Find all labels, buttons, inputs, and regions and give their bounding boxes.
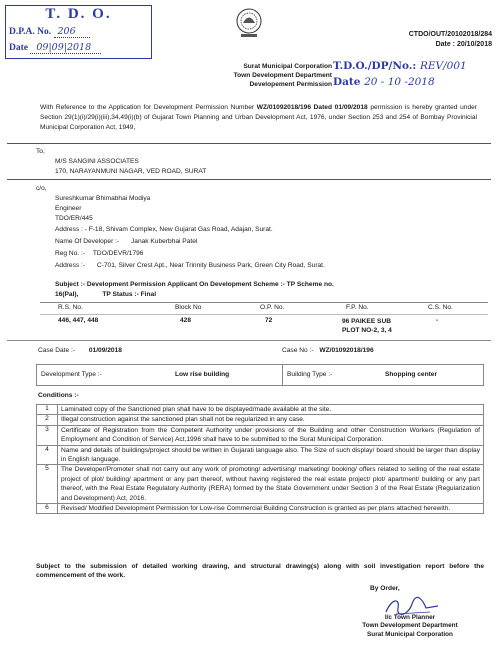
condition-number: 6 xyxy=(37,504,58,514)
handwritten-date xyxy=(333,76,435,88)
types-divider xyxy=(282,365,283,385)
developer-reg-value: TDO/DEVR/1796 xyxy=(92,250,144,257)
submission-note: Subject to the submission of detailed working drawing, and structural drawing(s) along with soil investigation report before the commencement of the work. xyxy=(36,563,484,580)
condition-row xyxy=(37,504,484,514)
developer-label: Name Of Developer :- xyxy=(55,238,120,245)
addressee-name: M/S SANGINI ASSOCIATES xyxy=(55,158,139,165)
developer-reg-label: Reg No. :- xyxy=(55,250,86,257)
plot-header-rs: R.S. No. xyxy=(58,304,83,311)
condition-text: The Developer/Promoter shall not carry out any work of promoting/ advertising/ marketing/ booking/ offers related to selling of the real estate project of plot/ building/ apartment or any part thereof, without having registered the real estate project/ plot/ apartment/ building or any part thereof, with the Real Estate Regulatory Authority (RERA) formed by the State Government under Section 3 of the Real Estate (Regularization and Development) Act, 2016. xyxy=(58,465,484,504)
types-box xyxy=(36,364,484,386)
org-line-2: Town Development Department xyxy=(233,72,332,79)
condition-row xyxy=(37,415,484,425)
org-line-1: Surat Municipal Corporation xyxy=(243,63,332,70)
building-type-label: Building Type :- xyxy=(287,371,333,378)
hw-date-label: Date xyxy=(333,76,361,88)
condition-text: Illegal construction against the sanctioned plan shall not be regularized in any case. xyxy=(58,415,484,425)
condition-text: Revised/ Modified Development Permission for Low-rise Commercial Building Construction is granted as per plans attached herewith. xyxy=(58,504,484,514)
stamp-dpa-value: 206 xyxy=(54,26,90,38)
signatory-department: Town Development Department xyxy=(362,622,458,630)
to-label: To, xyxy=(36,148,45,155)
organization-block xyxy=(170,62,332,89)
case-number-value: WZ/01092018/196 xyxy=(319,347,374,354)
addressee-address: 170, NARAYANMUNI NAGAR, VED ROAD, SURAT xyxy=(55,168,207,175)
plot-header-cs: C.S. No. xyxy=(428,304,453,311)
hw-date-value: 20 - 10 -2018 xyxy=(364,76,435,88)
case-number-label: Case No :- xyxy=(282,347,314,354)
tdo-number xyxy=(333,60,467,72)
subject-tp-number: 16(Pal), xyxy=(55,291,79,298)
stamp-date xyxy=(9,42,101,53)
engineer-reg: TDO/ER/445 xyxy=(55,215,93,222)
tdo-label: T.D.O./DP/No.: xyxy=(333,60,417,72)
signatory-organization: Surat Municipal Corporation xyxy=(367,630,453,638)
condition-number: 5 xyxy=(37,465,58,504)
case-date xyxy=(38,346,122,356)
stamp-dpa xyxy=(9,26,90,37)
subject-line-1: Subject :- Development Permission Applicant On Development Scheme :- TP Scheme no. xyxy=(55,281,334,288)
condition-row xyxy=(37,405,484,415)
reference-block xyxy=(409,30,492,50)
smc-emblem-icon xyxy=(232,6,266,40)
case-date-value: 01/09/2018 xyxy=(88,347,122,354)
divider xyxy=(7,143,491,144)
reference-date: Date : 20/10/2018 xyxy=(435,41,492,48)
intro-part-2: permission is hereby granted under Section 29(1)(i)/29(i)(iii),34,49(i)(b) of Gujarat Town Planning and Urban Development Act, 1976, under Section 253 and 254 of Bombay Provinicial Municipal Corporation Act, 1949, xyxy=(40,104,477,132)
signatory-title: I/c Town Planner xyxy=(384,614,436,621)
developer-value: Janak Kuberbhai Patel xyxy=(130,238,198,245)
condition-text: Name and details of buildings/project should be written in Gujarati language also. The Size of such display/ board should be larger than display in English language. xyxy=(58,445,484,465)
divider xyxy=(7,179,491,180)
developer-address-label: Address :- xyxy=(55,262,86,269)
condition-text: Laminated copy of the Sanctioned plan shall have to be displayed/made available at the site. xyxy=(58,405,484,415)
condition-number: 3 xyxy=(37,425,58,445)
plot-value-cs: - xyxy=(436,317,439,324)
engineer-name: Sureshkumar Bhimabhai Modiya xyxy=(55,195,151,202)
signatory-block xyxy=(330,614,490,639)
developer-address-value: C-701, Silver Crest Apt., Near Trinnity Business Park, Green City Road, Surat. xyxy=(96,262,325,269)
engineer-title: Engineer xyxy=(55,205,82,212)
org-line-3: Developement Permission xyxy=(249,81,332,88)
tdo-stamp xyxy=(5,5,152,59)
engineer-address: Address : - F-18, Shivam Complex, New Gujarat Gas Road, Adajan, Surat. xyxy=(55,226,273,233)
developer-reg-row xyxy=(55,249,143,259)
developer-address-row xyxy=(55,261,325,271)
condition-text: Certificate of Registration from the Competent Authority under provisions of the Building and other Construction Workers (Regulation of Employment and Condition of Service) Act,1996 shall have to be submitted to the Surat Municipal Corporation. xyxy=(58,425,484,445)
plot-header-op: O.P. No. xyxy=(260,304,285,311)
condition-row xyxy=(37,425,484,445)
stamp-dpa-label: D.P.A. No. xyxy=(9,27,52,37)
intro-part-1: With Reference to the Application for Development Permission Number xyxy=(40,104,257,111)
application-ref: WZ/01092018/196 Dated 01/09/2018 xyxy=(256,104,368,111)
plot-header-block: Block No xyxy=(175,304,202,311)
development-type-value: Low rise building xyxy=(175,371,230,378)
plot-value-op: 72 xyxy=(265,317,273,324)
conditions-title: Conditions :- xyxy=(38,392,79,399)
co-label: c/o, xyxy=(36,185,47,192)
conditions-table xyxy=(36,404,484,514)
intro-paragraph xyxy=(40,103,477,134)
plot-value-fp: 96 PAIKEE SUB PLOT NO-2, 3, 4 xyxy=(342,318,392,334)
plot-value-rs: 446, 447, 448 xyxy=(58,317,99,324)
case-date-label: Case Date :- xyxy=(38,347,76,354)
plot-header-fp: F.P. No. xyxy=(346,304,369,311)
case-number xyxy=(282,346,374,356)
stamp-date-label: Date xyxy=(9,43,28,53)
stamp-date-value: 09|09|2018 xyxy=(30,42,101,54)
subject-tp-status: TP Status :- Final xyxy=(102,291,157,298)
tdo-value: REV/001 xyxy=(419,60,467,72)
development-type-label: Development Type :- xyxy=(41,371,102,378)
plot-table-top-rule xyxy=(40,302,488,303)
subject-line-2 xyxy=(55,290,156,300)
condition-number: 4 xyxy=(37,445,58,465)
building-type-value: Shopping center xyxy=(385,371,438,378)
stamp-title: T. D. O. xyxy=(45,6,112,22)
condition-number: 2 xyxy=(37,415,58,425)
plot-table-mid-rule xyxy=(40,314,488,315)
by-order: By Order, xyxy=(370,585,400,592)
divider xyxy=(7,340,491,341)
condition-row xyxy=(37,445,484,465)
condition-row xyxy=(37,465,484,504)
condition-number: 1 xyxy=(37,405,58,415)
developer-row xyxy=(55,237,197,247)
reference-number: CTDO/OUT/20102018/284 xyxy=(408,31,492,38)
plot-value-block: 428 xyxy=(180,317,192,324)
